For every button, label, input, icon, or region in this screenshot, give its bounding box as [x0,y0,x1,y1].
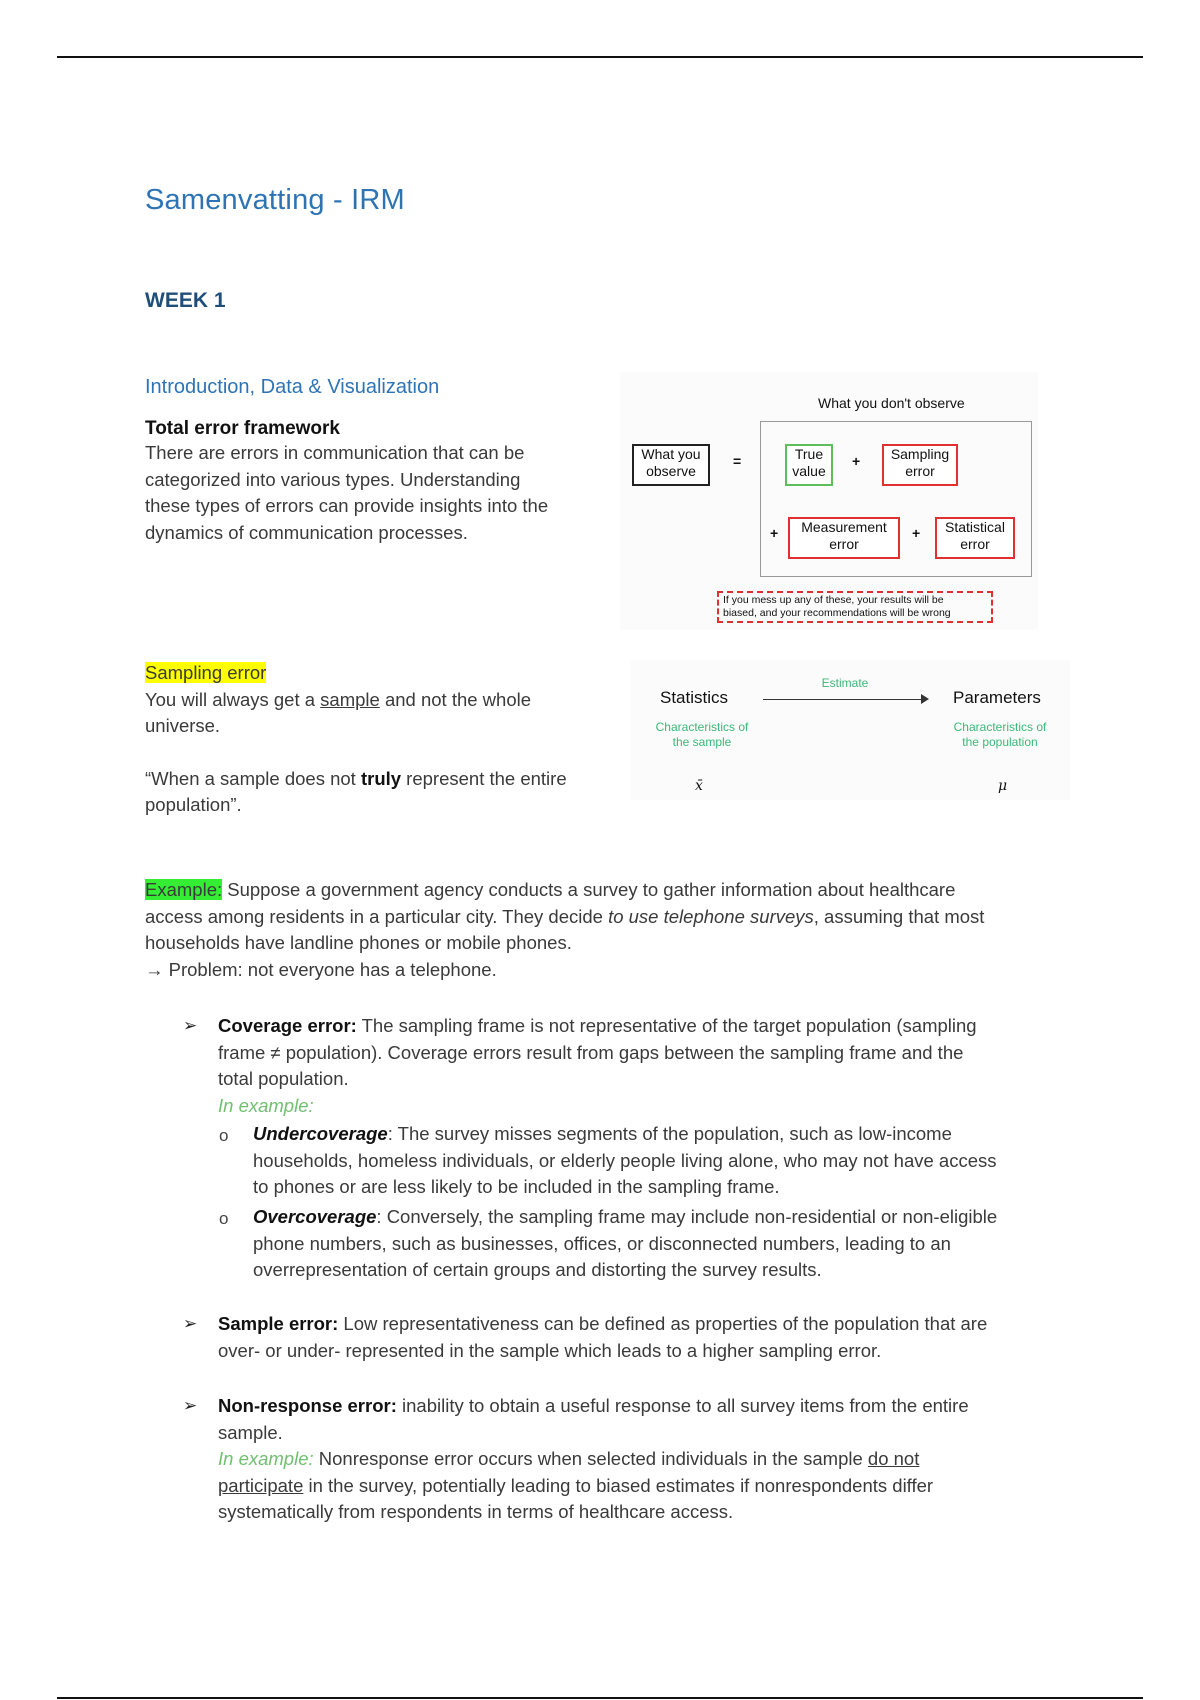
circle-bullet-icon: o [219,1209,229,1228]
problem-line: → Problem: not everyone has a telephone. [145,958,497,980]
box-line: error [960,536,990,552]
measurement-error-box [788,517,900,559]
text-line: these types of errors can provide insights into the [145,495,549,516]
text-line: systematically from respondents in terms of healthcare access. [218,1501,734,1522]
overcoverage-line [253,1204,1073,1231]
text-run: represent the entire [401,767,567,789]
sub-line: Characteristics of [953,720,1047,734]
box-line: True [794,446,824,462]
overcoverage-block [253,1204,1073,1284]
nonresponse-example-line [218,1446,1068,1473]
arrow-bullet-icon: ➢ [183,1016,198,1035]
sample-error-block [218,1311,1068,1364]
arrow-head-icon [921,694,929,704]
sampling-error-box [882,444,958,486]
text-run: access among residents in a particular city. They decide [145,905,609,927]
estimate-label: Estimate [821,676,869,690]
circle-bullet-icon: o [219,1126,229,1145]
text-line: universe. [145,715,221,736]
text-line: households have landline phones or mobile phones. [145,932,572,953]
total-error-text [145,440,615,546]
total-error-block [145,418,615,546]
in-example-label: In example: [218,1094,314,1116]
underlined-run: participate [218,1474,304,1496]
nonresponse-error-block [218,1393,1068,1526]
total-error-heading: Total error framework [145,418,340,439]
sample-error-line [218,1311,1068,1338]
note-line: biased, and your recommendations will be wrong [723,607,951,619]
quote-line [145,766,625,793]
true-value-box [785,444,833,486]
text-line: categorized into various types. Understanding [145,468,521,490]
text-line: frame ≠ population). Coverage errors result from gaps between the sampling frame and the [218,1041,964,1063]
text-run: in the survey, potentially leading to biased estimates if nonrespondents differ [303,1474,934,1496]
sample-characteristics [642,720,762,750]
sampling-error-heading: Sampling error [145,662,267,683]
text-line: total population. [218,1068,349,1089]
document-title: Samenvatting - IRM [145,184,405,216]
parameters-label: Parameters [953,688,1041,707]
example-line [145,904,1065,931]
plus-sign: + [770,525,779,541]
text-line [218,1473,1068,1500]
diagram-top-label: What you don't observe [818,395,965,411]
xbar-symbol: x̄ [695,778,703,794]
text-line: dynamics of communication processes. [145,521,468,543]
text-line: sample. [218,1421,283,1443]
population-characteristics [940,720,1060,750]
observe-box [632,444,710,486]
italic-run: to use telephone surveys [608,905,814,927]
plus-sign: + [852,453,861,469]
box-line: value [792,463,826,479]
text-line: to phones or are less likely to be included in the sampling frame. [253,1176,780,1197]
undercoverage-label: Undercoverage [253,1123,388,1144]
arrow-bullet-icon: ➢ [183,1314,198,1333]
estimate-arrow [763,699,923,700]
text-line: households, homeless individuals, or elderly people living alone, who may not have access [253,1149,997,1171]
coverage-label: Coverage error: [218,1015,357,1036]
section-heading: Introduction, Data & Visualization [145,376,440,398]
text-line: phone numbers, such as businesses, offices, or disconnected numbers, leading to an [253,1232,951,1254]
overcoverage-label: Overcoverage [253,1206,377,1227]
text-run: and not the whole [379,688,532,710]
week-heading: WEEK 1 [145,289,226,312]
example-line [145,877,1065,904]
text-run: Suppose a government agency conducts a survey to gather information about healthcare [222,879,956,900]
mu-symbol: μ [998,778,1008,794]
plus-sign: + [912,525,921,541]
text-line: population”. [145,794,242,815]
text-run: inability to obtain a useful response to all survey items from the entire [396,1395,969,1416]
undercoverage-block [253,1121,1073,1201]
note-line: If you mess up any of these, your results will be [723,594,944,606]
text-run: The sampling frame is not representative of the target population (sampling [356,1015,977,1036]
example-label: Example: [145,879,223,900]
coverage-error-block [218,1013,1068,1119]
statistics-parameters-diagram [630,660,1070,800]
top-rule [57,56,1143,58]
box-line: observe [646,463,696,479]
text-run: Nonresponse error occurs when selected individuals in the sample [313,1448,868,1469]
text-run: “When a sample does not [145,767,361,789]
box-line: error [829,536,859,552]
sub-line: the population [962,735,1038,749]
text-line: over- or under- represented in the sample which leads to a higher sampling error. [218,1339,882,1361]
truly-bold: truly [360,767,402,789]
box-line: What you [641,446,701,462]
box-line: Measurement [801,519,887,535]
sub-line: the sample [672,735,732,749]
nonresponse-line [218,1393,1068,1420]
text-run: : Conversely, the sampling frame may include non-residential or non-eligible [376,1206,998,1227]
text-line: There are errors in communication that can be [145,442,525,463]
text-run: Low representativeness can be defined as properties of the population that are [338,1313,988,1334]
sampling-error-block [145,660,625,819]
box-line: Statistical [945,519,1005,535]
box-line: Sampling [890,446,950,462]
sampling-line [145,687,625,714]
equals-sign: = [733,453,742,469]
coverage-line [218,1013,1068,1040]
in-example-label: In example: [218,1448,314,1469]
nonresponse-label: Non-response error: [218,1395,397,1416]
sub-line: Characteristics of [655,720,749,734]
undercoverage-line [253,1121,1073,1148]
text-line: overrepresentation of certain groups and distorting the survey results. [253,1259,822,1280]
text-run: , assuming that most [813,905,985,927]
sample-underlined: sample [320,688,380,710]
arrow-bullet-icon: ➢ [183,1396,198,1415]
warning-note [717,591,993,623]
text-run: : The survey misses segments of the population, such as low-income [387,1123,952,1144]
sample-error-label: Sample error: [218,1313,339,1334]
statistics-label: Statistics [660,688,729,707]
text-run: You will always get a [145,688,321,710]
underlined-run: do not [867,1448,920,1469]
box-line: error [905,463,935,479]
total-error-diagram [620,372,1038,630]
example-block [145,877,1065,983]
statistical-error-box [935,517,1015,559]
bottom-rule [57,1697,1143,1699]
